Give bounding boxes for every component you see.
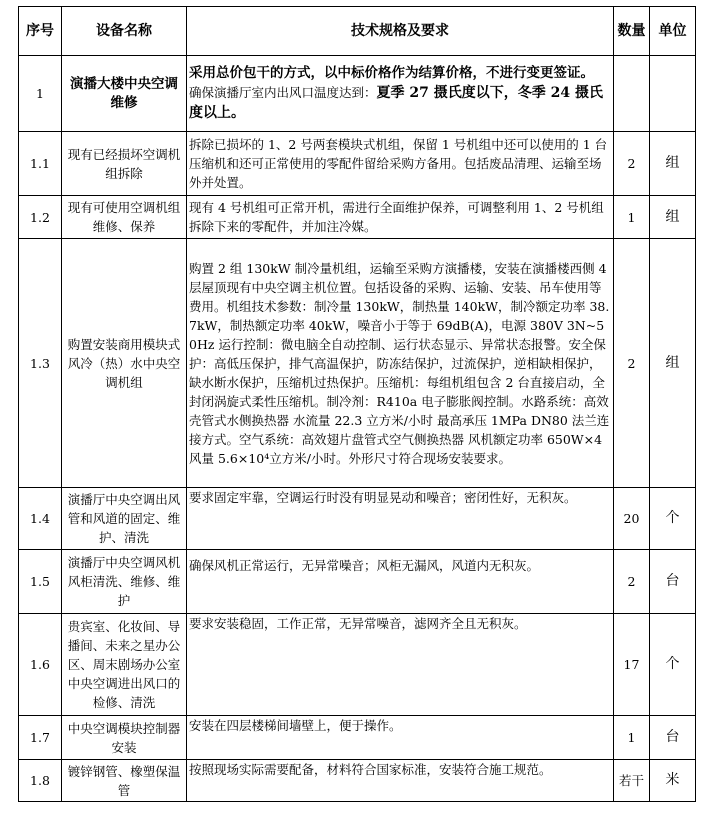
row-qty: 1 (614, 196, 650, 239)
row-name: 中央空调模块控制器安装 (62, 716, 187, 760)
row-req-line1: 采用总价包干的方式，以中标价格作为结算价格，不进行变更签证。 (189, 65, 594, 81)
table-row (19, 56, 696, 132)
row-seq: 1 (19, 56, 62, 132)
header-row (19, 7, 696, 56)
row-seq: 1.3 (19, 239, 62, 488)
row-qty: 2 (614, 132, 650, 196)
row-seq: 1.7 (19, 716, 62, 760)
row-qty: 2 (614, 550, 650, 614)
row-unit: 组 (650, 196, 696, 239)
row-name: 现有已经损坏空调机组拆除 (62, 132, 187, 196)
header-unit: 单位 (650, 7, 696, 56)
header-seq: 序号 (19, 7, 62, 56)
row-req: 确保风机正常运行，无异常噪音；风柜无漏风，风道内无积灰。 (187, 550, 614, 614)
row-unit: 个 (650, 614, 696, 716)
row-name: 现有可使用空调机组维修、保养 (62, 196, 187, 239)
table-row (19, 132, 696, 196)
row-req-bold: 夏季 27 摄氏度以下，冬季 24 摄氏度以上。 (189, 85, 603, 121)
row-seq: 1.2 (19, 196, 62, 239)
row-seq: 1.4 (19, 488, 62, 550)
row-qty: 20 (614, 488, 650, 550)
row-name: 购置安装商用模块式风冷（热）水中央空调机组 (62, 239, 187, 488)
row-req: 现有 4 号机组可正常开机，需进行全面维护保养，可调整利用 1、2 号机组拆除下来的零配件，并加注冷媒。 (187, 196, 614, 239)
row-qty (614, 56, 650, 132)
table-row (19, 239, 696, 488)
row-seq: 1.1 (19, 132, 62, 196)
row-unit: 台 (650, 716, 696, 760)
row-seq: 1.5 (19, 550, 62, 614)
row-name: 演播厅中央空调出风管和风道的固定、维护、清洗 (62, 488, 187, 550)
row-req: 拆除已损坏的 1、2 号两套模块式机组，保留 1 号机组中还可以使用的 1 台压缩机和还可正常使用的零配件留给采购方备用。包括废品清理、运输至场外并处置。 (187, 132, 614, 196)
row-unit: 个 (650, 488, 696, 550)
row-req: 按照现场实际需要配备，材料符合国家标准，安装符合施工规范。 (187, 760, 614, 802)
row-name: 贵宾室、化妆间、导播间、未来之星办公区、周末剧场办公室中央空调进出风口的检修、清洗 (62, 614, 187, 716)
row-name: 演播大楼中央空调维修 (62, 56, 187, 132)
row-seq: 1.6 (19, 614, 62, 716)
row-name: 镀锌钢管、橡塑保温管 (62, 760, 187, 802)
row-req-prefix: 确保演播厅室内出风口温度达到： (189, 85, 377, 100)
row-unit (650, 56, 696, 132)
row-req: 要求安装稳固，工作正常，无异常噪音，滤网齐全且无积灰。 (187, 614, 614, 716)
row-name: 演播厅中央空调风机风柜清洗、维修、维护 (62, 550, 187, 614)
header-name: 设备名称 (62, 7, 187, 56)
row-unit: 组 (650, 239, 696, 488)
table-row (19, 550, 696, 614)
row-qty: 17 (614, 614, 650, 716)
row-qty: 若干 (614, 760, 650, 802)
row-unit: 米 (650, 760, 696, 802)
table-row (19, 196, 696, 239)
table-row (19, 716, 696, 760)
header-req: 技术规格及要求 (187, 7, 614, 56)
row-req: 购置 2 组 130kW 制冷量机组，运输至采购方演播楼，安装在演播楼西侧 4 层屋顶现有中央空调主机位置。包括设备的采购、运输、安装、吊车使用等费用。机组技术参数：制冷量 130kW，制热量 140kW，制冷额定功率 38.7kW，制热额定功率 40kW，噪音小于等于 69dB(A)，电源 380V 3N~50Hz 运行控制：微电脑全自动控制、运行状态显示、异常状态报警。安全保护：高低压保护，排气高温保护，防冻结保护，过流保护，逆相缺相保护，缺水断水保护，压缩机过热保护。压缩机：每组机组包含 2 台直接启动，全封闭涡旋式柔性压缩机。制冷剂：R410a 电子膨胀阀控制。水路系统：高效壳管式水侧换热器 水流量 22.3 立方米/小时 最高承压 1MPa DN80 法兰连接方式。空气系统：高效翅片盘管式空气侧换热器 风机额定功率 650W×4 风量 5.6×10⁴立方米/小时。外形尺寸符合现场安装要求。 (187, 239, 614, 488)
row-req: 安装在四层楼梯间墙壁上，便于操作。 (187, 716, 614, 760)
spec-table (18, 6, 696, 802)
row-req (187, 56, 614, 132)
row-qty: 2 (614, 239, 650, 488)
row-qty: 1 (614, 716, 650, 760)
table-row (19, 760, 696, 802)
row-unit: 组 (650, 132, 696, 196)
row-req: 要求固定牢靠，空调运行时没有明显晃动和噪音；密闭性好，无积灰。 (187, 488, 614, 550)
table-row (19, 614, 696, 716)
row-seq: 1.8 (19, 760, 62, 802)
table-row (19, 488, 696, 550)
header-qty: 数量 (614, 7, 650, 56)
row-unit: 台 (650, 550, 696, 614)
